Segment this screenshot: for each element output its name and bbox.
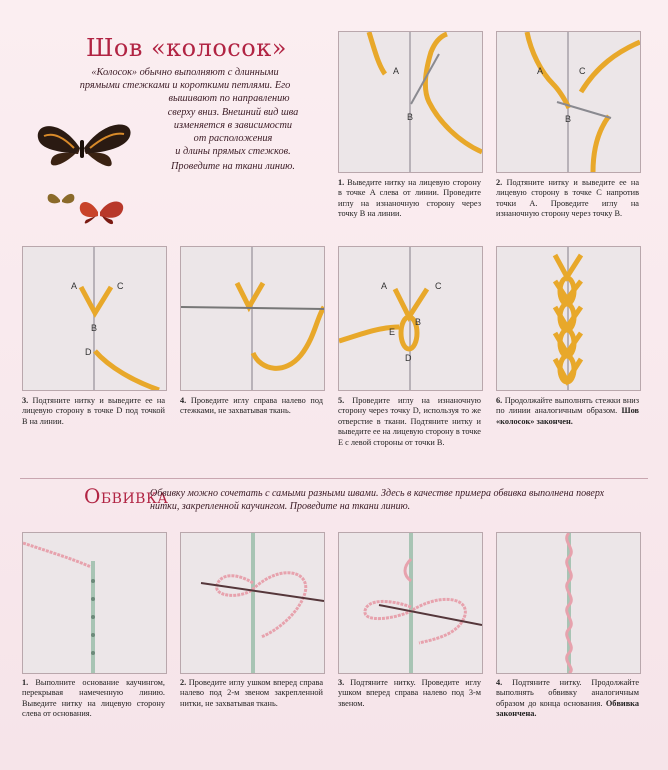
point-label-c: C (579, 66, 586, 76)
intro-line: изменяется в зависимости (173, 119, 293, 131)
wrap-step4-caption (496, 678, 639, 720)
step-text: Проведите иглу на изнаночную сторону через точку D, используя то же отверстие в ткани. Подтяните нитку и выведите ее на лицевую сторону в точке E с левой стороны от точки B. (338, 396, 481, 447)
point-label-d: D (405, 353, 412, 363)
step-text: Подтяните нитку и выведите ее на лицевую сторону в точке D под точкой B на линии. (22, 396, 166, 426)
intro-line: от расположения (193, 133, 273, 145)
intro-line: и длины прямых стежков. (175, 146, 291, 158)
wrap-step3-image (338, 532, 483, 674)
step-conclusion: Шов «колосок» закончен. (496, 406, 640, 426)
point-label-c: C (117, 281, 124, 291)
butterflies-illustration (30, 108, 140, 238)
step1-image (338, 31, 483, 173)
step4-caption (180, 396, 323, 417)
step-text: Проведите иглу ушком вперед справа налево под 2-м звеном закрепленной нитки, не захватывая ткань. (180, 678, 323, 708)
section1-title: Шов «колосок» (86, 34, 287, 62)
small-butterfly-icon (48, 194, 75, 203)
step-number: 4. (496, 678, 503, 687)
intro-line: вышивают по направлению (168, 93, 290, 105)
step-number: 1. (22, 678, 29, 687)
step-number: 5. (338, 396, 345, 405)
step-text: Продолжайте выполнять стежки вниз по линии аналогичным образом. (496, 396, 639, 416)
wrap-step3-caption (338, 678, 481, 709)
point-label-c: C (435, 281, 442, 291)
step3-image (22, 246, 167, 391)
step6-image (496, 246, 641, 391)
point-label-b: B (91, 323, 98, 333)
section2-title: Обвивка (84, 484, 169, 508)
faded-background-heading (32, 30, 40, 60)
step-text: Выполните основание каучингом, перекрывая намеченную линию. Выведите нитку на лицевую сторону слева от основания. (22, 678, 166, 719)
wrap-step2-image (180, 532, 325, 674)
step-text: Подтяните нитку. Продолжайте выполнять обвивку аналогичным образом до конца основания. (496, 678, 640, 708)
step2-image (496, 31, 641, 173)
step-text: Проведите иглу справа налево под стежками, не захватывая ткань. (180, 396, 323, 416)
step-number: 2. (496, 178, 503, 187)
section2-intro: Обвивку можно сочетать с самыми разными швами. Здесь в качестве примера обвивка выполнена поверх нитки, закрепленной каучингом. Проведите на ткани линию. (150, 488, 605, 512)
step3-caption (22, 396, 165, 427)
intro-line: Проведите на ткани линию. (171, 161, 295, 173)
point-label-a: A (381, 281, 388, 291)
step4-image (180, 246, 325, 391)
point-label-b: B (415, 317, 422, 327)
step1-caption (338, 178, 481, 220)
point-label-a: A (537, 66, 544, 76)
large-butterfly-icon (38, 125, 131, 167)
step-text: Выведите нитку на лицевую сторону в точке A слева от линии. Проведите иглу на изнаночную сторону через точку B на линии. (338, 178, 481, 219)
point-label-b: B (407, 112, 414, 122)
step-number: 2. (180, 678, 187, 687)
step-text: Подтяните нитку и выведите ее на лицевую сторону в точке C напротив точки A. Проведите иглу на изнаночную сторону через точку B. (496, 178, 640, 219)
step-number: 1. (338, 178, 345, 187)
step-number: 4. (180, 396, 187, 405)
red-butterfly-icon (80, 201, 123, 224)
wrap-step1-image (22, 532, 167, 674)
section-divider (20, 478, 648, 479)
step-number: 3. (338, 678, 345, 687)
intro-line: «Колосок» обычно выполняют с длинными (91, 67, 279, 78)
step6-caption (496, 396, 639, 427)
point-label-d: D (85, 347, 92, 357)
wrap-step1-caption (22, 678, 165, 720)
step-number: 6. (496, 396, 503, 405)
point-label-a: A (393, 66, 400, 76)
step2-caption (496, 178, 639, 220)
intro-line: сверху вниз. Внешний вид шва (167, 106, 299, 118)
wrap-step4-image (496, 532, 641, 674)
point-label-b: B (565, 114, 572, 124)
point-label-a: A (71, 281, 78, 291)
intro-line: прямыми стежками и короткими петлями. Его (79, 80, 291, 92)
step-text: Подтяните нитку. Проведите иглу ушком вперед справа налево под 3-м звеном. (338, 678, 482, 708)
step5-caption (338, 396, 481, 448)
wrap-step2-caption (180, 678, 323, 709)
step-number: 3. (22, 396, 29, 405)
step-conclusion: Обвивка закончена. (496, 698, 639, 719)
point-label-e: E (389, 327, 396, 337)
step5-image (338, 246, 483, 391)
